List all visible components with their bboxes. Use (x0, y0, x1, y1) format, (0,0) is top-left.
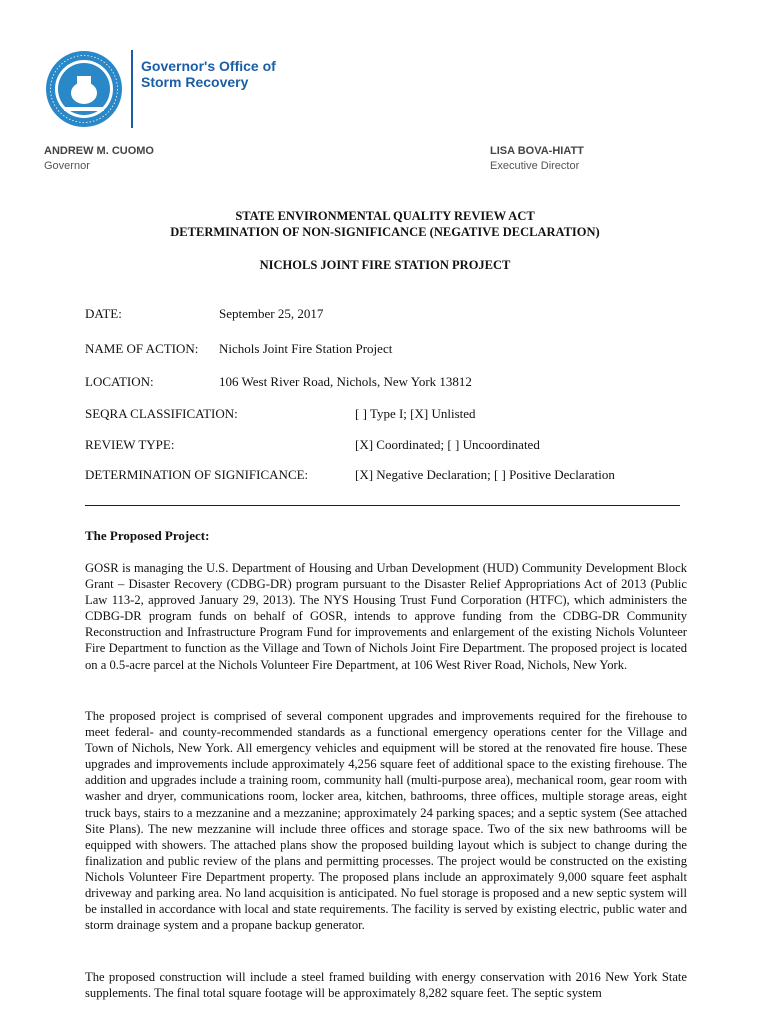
director-block (490, 144, 584, 174)
date-value: September 25, 2017 (219, 306, 324, 321)
governor-title: Governor (44, 160, 90, 172)
paragraph-1: GOSR is managing the U.S. Department of Housing and Urban Development (HUD) Community Development Block Grant – Disaster Recovery (CDBG-DR) program pursuant to the Disaster Relief Appropriations Act of 2013 (Public Law 113-2, approved January 29, 2013). The NYS Housing Trust Fund Corporation (HTFC), which administers the CDBG-DR program funds on behalf of GOSR, intends to approve funding from the CDBG-DR Community Reconstruction and Infrastructure Program Fund for improvements and enlargement of the existing Nichols Volunteer Fire Department to function as the Village and Town of Nichols Joint Fire Department. The proposed project is located on a 0.5-acre parcel at the Nichols Volunteer Fire Department, at 106 West River Road, Nichols, New York. (85, 561, 687, 672)
action-value: Nichols Joint Fire Station Project (219, 341, 393, 356)
director-name: LISA BOVA-HIATT (490, 145, 584, 157)
heading-determination: DETERMINATION OF NON-SIGNIFICANCE (NEGATIVE DECLARATION) (170, 225, 600, 239)
project-title: NICHOLS JOINT FIRE STATION PROJECT (259, 258, 511, 272)
director-title: Executive Director (490, 160, 580, 172)
location-value: 106 West River Road, Nichols, New York 13812 (219, 374, 472, 389)
date-label: DATE: (85, 306, 122, 321)
governor-block (44, 144, 154, 174)
review-type-label: REVIEW TYPE: (85, 437, 175, 452)
paragraph-3: The proposed construction will include a steel framed building with energy conservation with 2016 New York State supplements. The final total square footage will be approximately 8,282 square feet. The septic system (85, 970, 687, 1001)
determination-label: DETERMINATION OF SIGNIFICANCE: (85, 467, 309, 482)
section-divider (85, 505, 680, 506)
heading-act: STATE ENVIRONMENTAL QUALITY REVIEW ACT (235, 209, 535, 223)
state-seal-logo (44, 49, 124, 129)
paragraph-2: The proposed project is comprised of several component upgrades and improvements required for the firehouse to meet federal- and county-recommended standards as a functional emergency operations center for the Village and Town of Nichols, New York. All emergency vehicles and equipment will be stored at the renovated fire house. These upgrades and improvements include approximately 4,256 square feet of additional space to the existing firehouse. The addition and upgrades include a training room, community hall (multi-purpose area), mechanical room, gear room with washer and dryer, communications room, locker area, kitchen, bathrooms, three offices, multiple storage areas, eight truck bays, stairs to a mezzanine and a mezzanine; approximately 24 parking spaces; and a septic system (See attached Site Plans). The new mezzanine will include three offices and storage space. Two of the six new bathrooms will be equipped with showers. The attached plans show the proposed building layout which is subject to change during the finalization and public review of the plans and permitting processes. The project would be constructed on the existing Nichols Volunteer Fire Department property. The proposed plans include an approximately 9,000 square feet asphalt driveway and parking area. No land acquisition is anticipated. No fuel storage is proposed and a new septic system will be installed in accordance with local and state requirements. The facility is served by existing electric, public water and storm drainage system and a propane backup generator. (85, 709, 687, 933)
office-name (141, 58, 276, 90)
location-label: LOCATION: (85, 374, 154, 389)
letterhead-divider (131, 50, 133, 128)
seqra-label: SEQRA CLASSIFICATION: (85, 406, 238, 421)
office-name-line1: Governor's Office of (141, 58, 276, 74)
review-type-value: [X] Coordinated; [ ] Uncoordinated (355, 437, 540, 452)
office-name-line2: Storm Recovery (141, 74, 249, 90)
seqra-value: [ ] Type I; [X] Unlisted (355, 406, 476, 421)
determination-value: [X] Negative Declaration; [ ] Positive Declaration (355, 467, 615, 482)
action-label: NAME OF ACTION: (85, 341, 199, 356)
governor-name: ANDREW M. CUOMO (44, 145, 154, 157)
section-title: The Proposed Project: (85, 528, 210, 543)
